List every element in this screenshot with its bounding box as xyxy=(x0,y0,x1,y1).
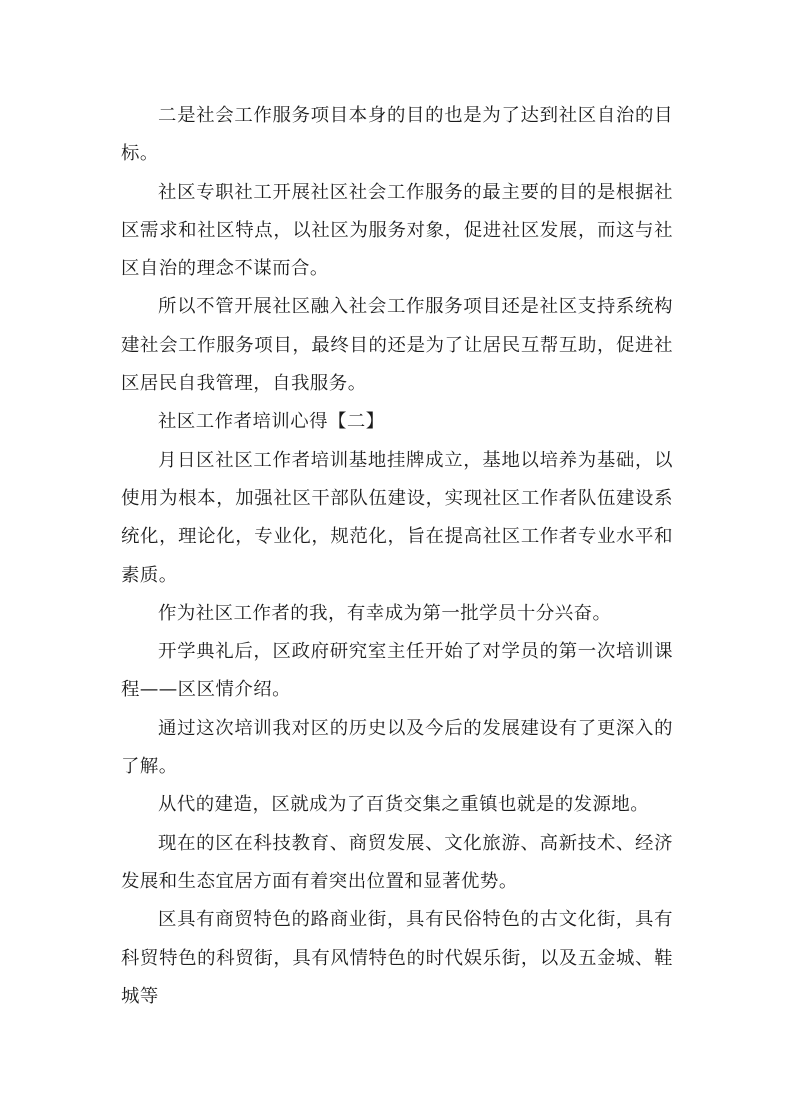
paragraph-1: 二是社会工作服务项目本身的目的也是为了达到社区自治的目标。 xyxy=(121,105,673,165)
paragraph-7: 通过这次培训我对区的历史以及今后的发展建设有了更深入的了解。 xyxy=(121,717,673,778)
paragraph-5: 作为社区工作者的我，有幸成为第一批学员十分兴奋。 xyxy=(158,602,612,624)
paragraph-4: 月日区社区工作者培训基地挂牌成立，基地以培养为基础，以使用为根本，加强社区干部队伍建设，实现社区工作者队伍建设系统化，理论化，专业化，规范化，旨在提高社区工作者专业水平和素质。 xyxy=(121,449,673,586)
document-body xyxy=(121,97,673,1016)
paragraph-6: 开学典礼后，区政府研究室主任开始了对学员的第一次培训课程——区区情介绍。 xyxy=(121,641,673,701)
paragraph-3: 所以不管开展社区融入社会工作服务项目还是社区支持系统构建社会工作服务项目，最终目的还是为了让居民互帮互助，促进社区居民自我管理，自我服务。 xyxy=(121,296,673,395)
paragraph-10: 区具有商贸特色的路商业街，具有民俗特色的古文化街，具有科贸特色的科贸街，具有风情特色的时代娱乐街，以及五金城、鞋城等 xyxy=(121,909,673,1007)
section-heading: 社区工作者培训心得【二】 xyxy=(158,411,385,433)
paragraph-9: 现在的区在科技教育、商贸发展、文化旅游、高新技术、经济发展和生态宜居方面有着突出位置和显著优势。 xyxy=(121,832,673,892)
paragraph-8: 从代的建造，区就成为了百货交集之重镇也就是的发源地。 xyxy=(158,794,650,816)
paragraph-2: 社区专职社工开展社区社会工作服务的最主要的目的是根据社区需求和社区特点，以社区为服务对象，促进社区发展，而这与社区自治的理念不谋而合。 xyxy=(121,181,673,280)
